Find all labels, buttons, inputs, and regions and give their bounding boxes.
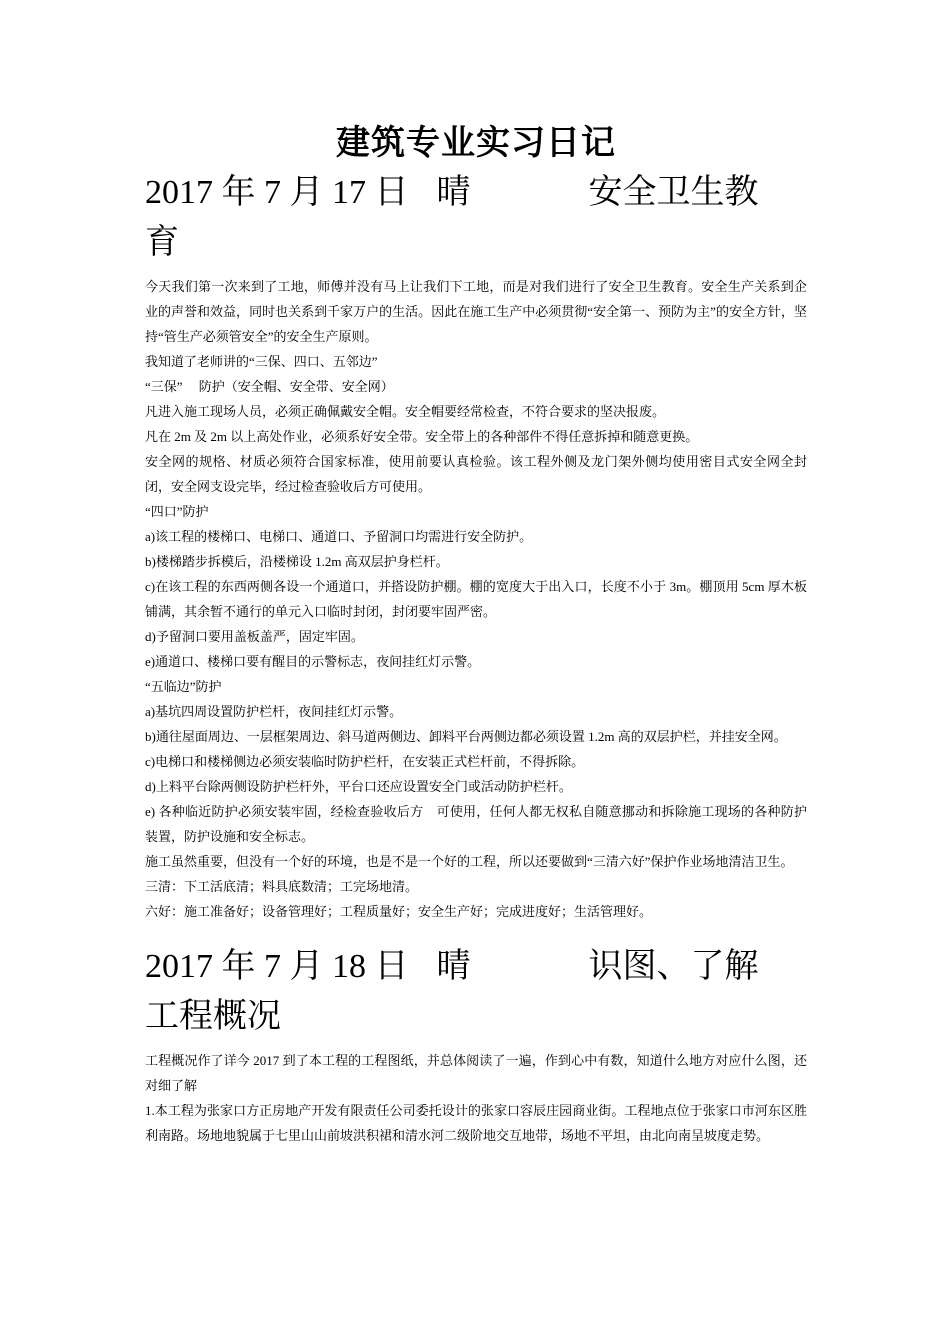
document-title: 建筑专业实习日记: [336, 123, 616, 163]
entry-topic: 安全卫生教: [588, 174, 759, 211]
entry-heading-continued: [145, 992, 807, 1042]
paragraph: 三清：下工活底清；料具底数清；工完场地清。: [145, 879, 419, 894]
paragraph: d)予留洞口要用盖板盖严，固定牢固。: [145, 629, 364, 644]
paragraph: e)通道口、楼梯口要有醒目的示警标志，夜间挂红灯示警。: [145, 654, 481, 669]
entry-weather: 晴: [436, 174, 471, 211]
paragraph: c)电梯口和楼梯侧边必须安装临时防护栏杆，在安装正式栏杆前，不得拆除。: [145, 754, 585, 769]
paragraph: 我知道了老师讲的“三保、四口、五邻边”: [145, 354, 378, 369]
entry-date: 2017 年 7 月 17 日: [145, 174, 409, 211]
paragraph: “四口”防护: [145, 504, 209, 519]
entry-heading: [145, 942, 807, 992]
paragraph: 六好：施工准备好；设备管理好；工程质量好；安全生产好；完成进度好；生活管理好。: [145, 904, 653, 919]
entry-heading-continued: [145, 218, 807, 268]
paragraph: a)基坑四周设置防护栏杆，夜间挂红灯示警。: [145, 704, 403, 719]
paragraph: 工程概况作了详今 2017 到了本工程的工程图纸，并总体阅读了一遍，作到心中有数，知道什么地方对应什么图，还对细了解: [145, 1053, 807, 1093]
paragraph: b)通往屋面周边、一层框架周边、斜马道两侧边、卸料平台两侧边都必须设置 1.2m 高的双层护栏，并挂安全网。: [145, 729, 787, 744]
paragraph: “三保” 防护（安全帽、安全带、安全网）: [145, 379, 394, 394]
entry-heading: [145, 168, 807, 218]
paragraph: a)该工程的楼梯口、电梯口、通道口、予留洞口均需进行安全防护。: [145, 529, 533, 544]
document-page: [145, 118, 807, 1148]
paragraph: c)在该工程的东西两侧各设一个通道口，并搭设防护棚。棚的宽度大于出入口，长度不小于 3m。棚顶用 5cm 厚木板铺满，其余暂不通行的单元入口临时封闭，封闭要牢固严密。: [145, 579, 807, 619]
diary-entry: [145, 168, 807, 924]
paragraph: 凡进入施工现场人员，必须正确佩戴安全帽。安全帽要经常检查，不符合要求的坚决报废。: [145, 404, 666, 419]
diary-entry: [145, 942, 807, 1148]
paragraph: e) 各种临近防护必须安装牢固，经检查验收后方 可使用，任何人都无权私自随意挪动和拆除施工现场的各种防护装置，防护设施和安全标志。: [145, 804, 807, 844]
paragraph: “五临边”防护: [145, 679, 222, 694]
entry-topic-continued: 育: [145, 224, 179, 261]
paragraph: d)上料平台除两侧设防护栏杆外，平台口还应设置安全门或活动防护栏杆。: [145, 779, 572, 794]
paragraph: 安全网的规格、材质必须符合国家标准，使用前要认真检验。该工程外侧及龙门架外侧均使用密目式安全网全封闭，安全网支设完毕，经过检查验收后方可使用。: [145, 454, 807, 494]
paragraph: 1.本工程为张家口方正房地产开发有限责任公司委托设计的张家口容辰庄园商业街。工程地点位于张家口市河东区胜利南路。场地地貌属于七里山山前坡洪积裙和清水河二级阶地交互地带，场地不平坦，由北向南呈坡度走势。: [145, 1103, 807, 1143]
entry-topic-continued: 工程概况: [145, 998, 281, 1035]
entry-date: 2017 年 7 月 18 日: [145, 948, 409, 985]
paragraph: 施工虽然重要，但没有一个好的环境，也是不是一个好的工程，所以还要做到“三清六好”保护作业场地清洁卫生。: [145, 854, 794, 869]
paragraph: b)楼梯踏步拆模后，沿楼梯设 1.2m 高双层护身栏杆。: [145, 554, 449, 569]
paragraph: 凡在 2m 及 2m 以上高处作业，必须系好安全带。安全带上的各种部件不得任意拆掉和随意更换。: [145, 429, 699, 444]
entry-topic: 识图、了解: [588, 948, 759, 985]
paragraph: 今天我们第一次来到了工地，师傅并没有马上让我们下工地，而是对我们进行了安全卫生教育。安全生产关系到企业的声誉和效益，同时也关系到千家万户的生活。因此在施工生产中必须贯彻“安全第一、预防为主”的安全方针，坚持“管生产必须管安全”的安全生产原则。: [145, 279, 807, 344]
entry-weather: 晴: [436, 948, 471, 985]
